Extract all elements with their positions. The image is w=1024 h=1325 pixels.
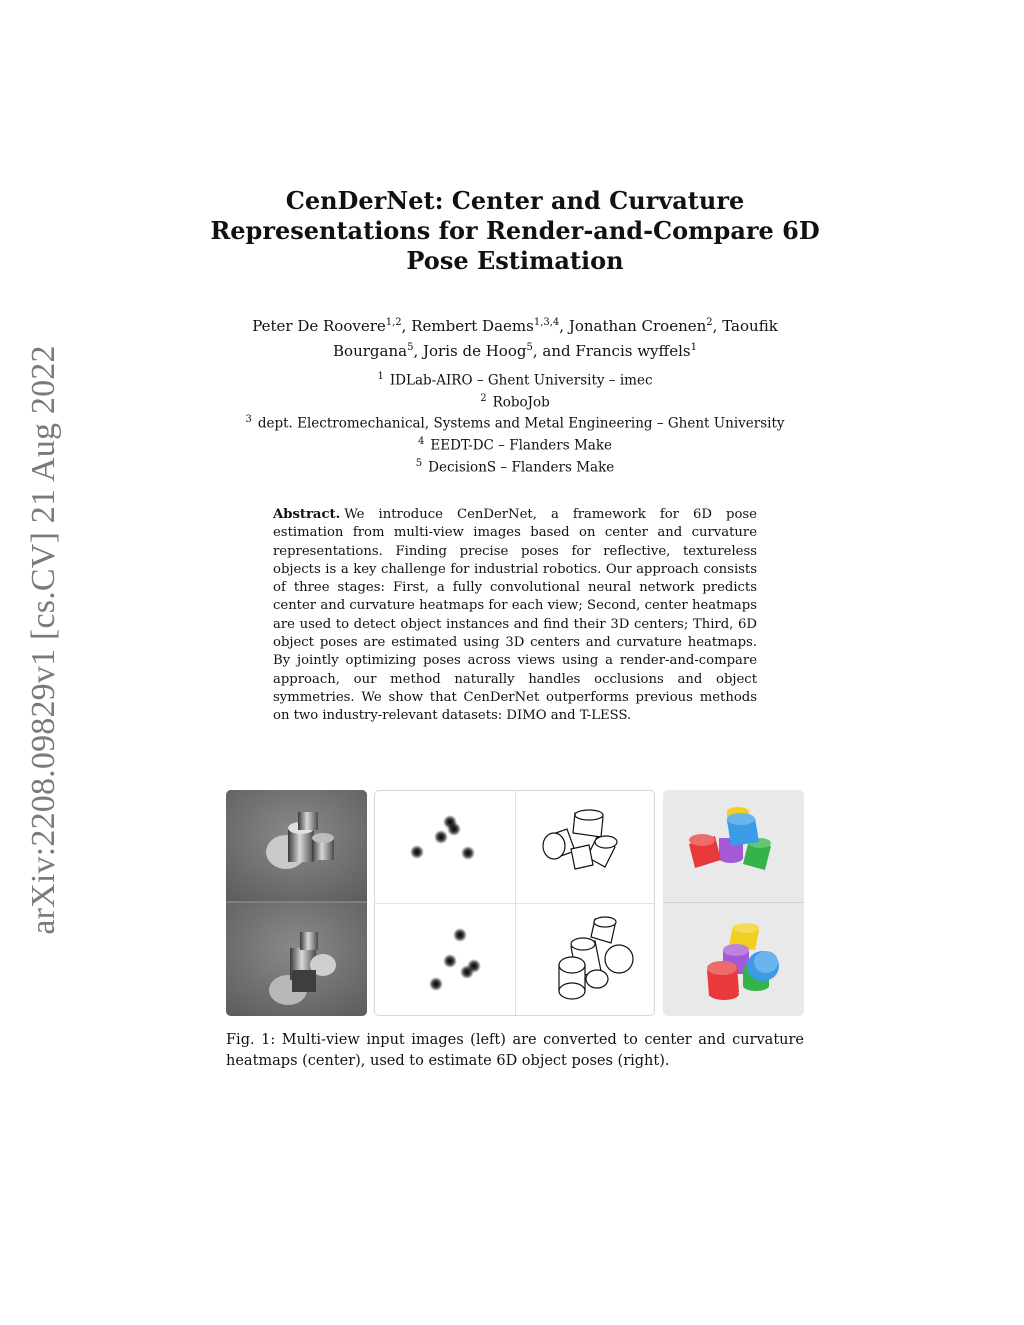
author-separator: , [413,342,423,360]
arxiv-identifier: arXiv:2208.09829v1 [cs.CV] 21 Aug 2022 [25,345,62,935]
curvature-heatmap-bottom [559,917,633,999]
author-affiliation-marker: 1,3,4 [533,317,560,328]
author-list [230,312,800,362]
affiliation-text: EEDT-DC – Flanders Make [430,437,612,454]
curvature-heatmap-top [543,810,617,869]
center-heatmap-bottom [429,928,481,991]
input-image-bottom [226,903,367,1016]
abstract [273,506,757,726]
center-heatmap-top [410,815,475,860]
abstract-label: Abstract. [273,507,341,522]
author-name: Francis wyffels [575,342,691,360]
affiliation [230,368,800,390]
author-name: Rembert Daems [411,317,534,335]
author-separator: , [401,317,412,335]
heatmaps-panel [374,790,655,1016]
figure-1 [226,790,804,1016]
affiliation-text: DecisionS – Flanders Make [428,459,615,476]
pose-render-bottom [707,923,779,1000]
affiliation-text: IDLab-AIRO – Ghent University – imec [389,372,653,389]
author-affiliation-marker: 1,2 [385,317,402,328]
input-images-panel [226,790,367,1016]
author-name: Jonathan Croenen [568,317,707,335]
author-affiliation-marker: 1 [690,342,697,353]
affiliation [230,411,800,433]
affiliation-list [230,368,800,477]
affiliation-text: dept. Electromechanical, Systems and Metal Engineering – Ghent University [257,415,785,432]
author-affiliation-marker: 5 [407,342,414,353]
affiliation-number: 5 [415,457,423,469]
affiliation-text: RoboJob [492,394,550,411]
figure-caption: Fig. 1: Multi-view input images (left) are converted to center and curvature heatmaps (center), used to estimate 6D object poses (right). [226,1032,804,1069]
author-separator: , and [532,342,576,360]
input-image-top [226,790,367,902]
author-separator: , [712,317,723,335]
affiliation-number: 3 [245,414,252,426]
author-separator: , [559,317,569,335]
author-affiliation-marker: 5 [526,342,533,353]
author-name: Peter De Roovere [252,317,386,335]
affiliation [230,433,800,455]
author-affiliation-marker: 2 [706,317,713,328]
abstract-text: We introduce CenDerNet, a framework for 6D pose estimation from multi-view images based on center and curvature representations. Finding precise poses for reflective, textureless objects is a key challenge for industrial robotics. Our approach consists of three stages: First, a fully convolutional neural network predicts center and curvature heatmaps for each view; Second, center heatmaps are used to detect object instances and find their 3D centers; Third, 6D object poses are estimated using 3D centers and curvature heatmaps. By jointly optimizing poses across views using a render-and-compare approach, our method naturally handles occlusions and object symmetries. We show that CenDerNet outperforms previous methods on two industry-relevant datasets: DIMO and T-LESS. [273,507,757,724]
pose-estimates-panel [663,790,804,1016]
affiliation-number: 4 [418,436,425,448]
author-name: Taoufik Bourgana [333,317,778,360]
pose-render-top [689,807,771,870]
affiliation [230,455,800,477]
affiliation-number: 2 [480,392,487,404]
affiliation [230,390,800,412]
affiliation-number: 1 [377,371,384,382]
paper-title: CenDerNet: Center and Curvature Representations for Render-and-Compare 6D Pose Estimation [210,186,820,275]
author-name: Joris de Hoog [423,342,527,360]
